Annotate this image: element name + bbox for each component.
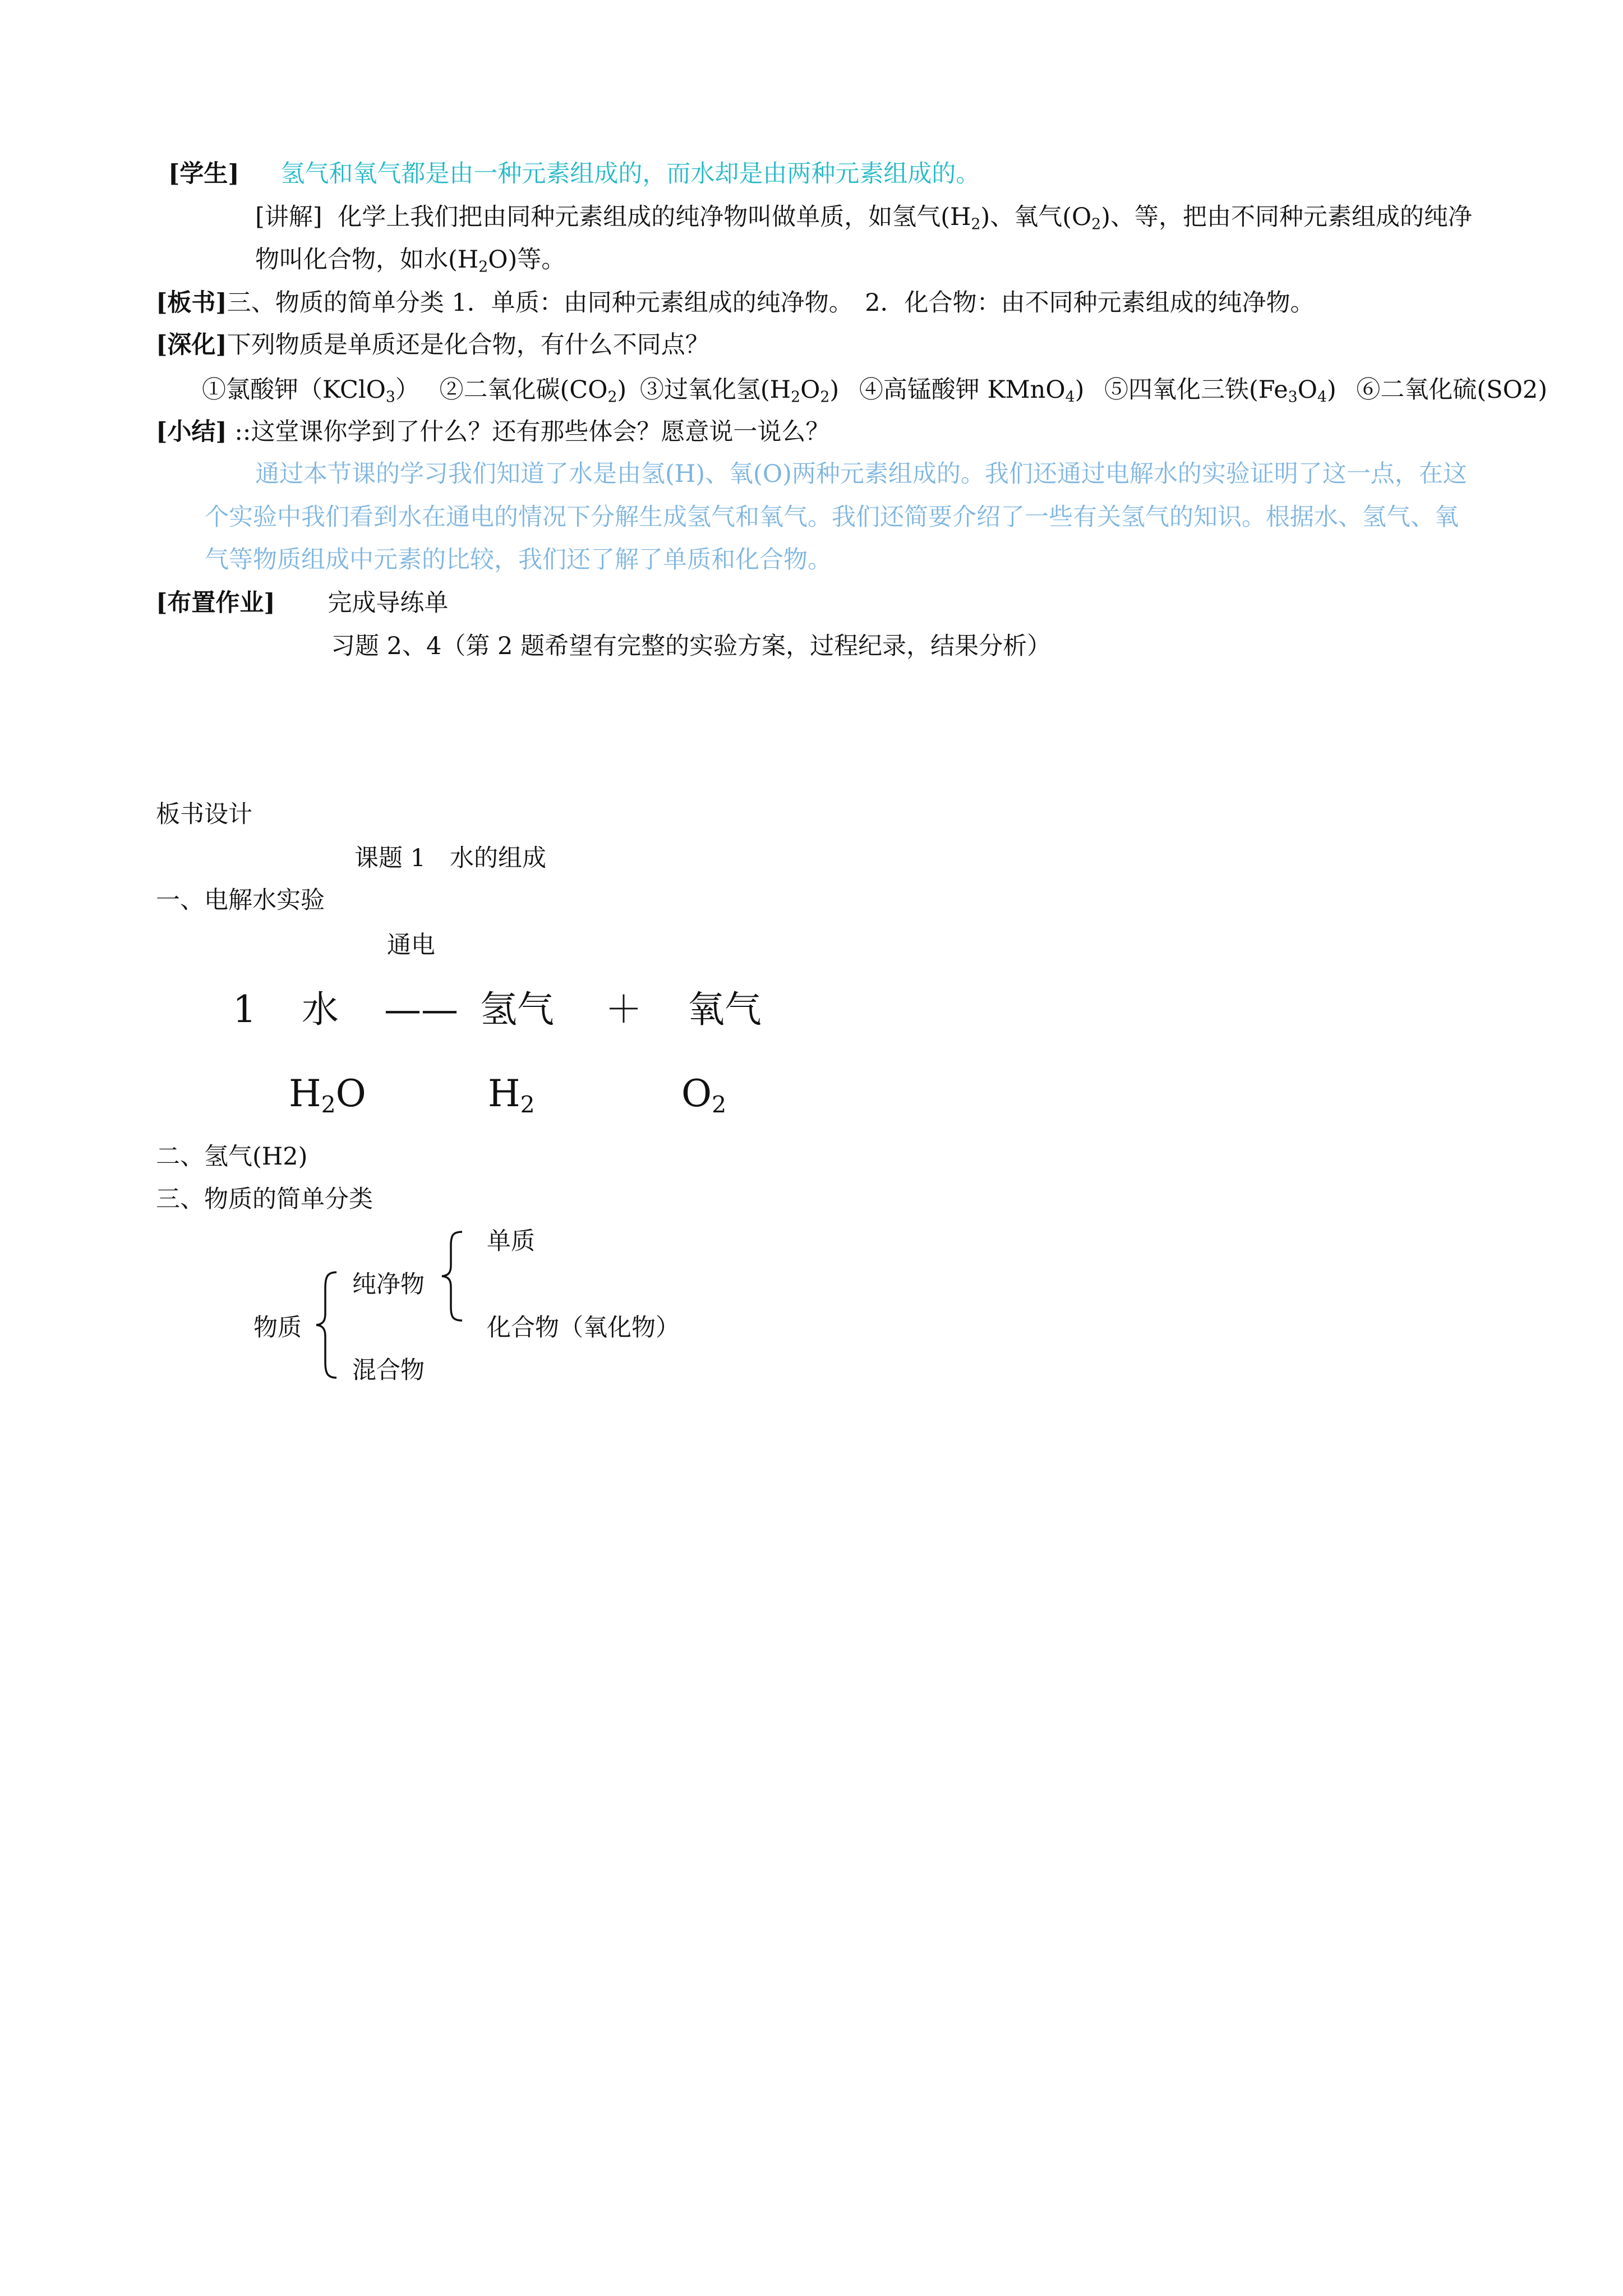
board-design-title: 课题 1 水的组成 <box>354 844 547 872</box>
summary-question: ::这堂课你学到了什么？还有那些体会？愿意说一说么？ <box>234 418 830 446</box>
item-co2: ②二氧化碳$(CO_2)$ <box>439 376 627 406</box>
summary-tag: [小结] <box>156 418 227 446</box>
deepen-line <box>156 328 709 362</box>
tree-element: 单质 <box>487 1227 535 1255</box>
lecture-text-1a: 化学上我们把由同种元素组成的纯净物叫做单质，如氢气(H <box>338 203 971 231</box>
formula-water: $H_2O$ <box>289 1072 366 1119</box>
formula-oxygen: $O_2$ <box>681 1072 727 1119</box>
board-line <box>156 286 1315 320</box>
summary-para-3: 气等物质组成中元素的比较，我们还了解了单质和化合物。 <box>205 546 832 574</box>
lecture-sub-3: 2 <box>478 258 488 276</box>
brace-matter <box>312 1269 345 1381</box>
deepen-tag: [深化] <box>156 331 227 359</box>
item-so2: ⑥二氧化硫(SO2) <box>1356 376 1548 404</box>
tree-mixture: 混合物 <box>352 1356 425 1384</box>
lecture-text-1c: )、等，把由不同种元素组成的纯净 <box>1101 203 1473 231</box>
lecture-text-2a: 物叫化合物，如水(H <box>255 246 479 274</box>
eq-oxygen: 氧气 <box>687 988 762 1031</box>
lecture-line-1 <box>255 200 1472 234</box>
lecture-tag: [讲解] <box>255 203 322 231</box>
section-electrolysis: 一、电解水实验 <box>156 886 325 914</box>
summary-para-2: 个实验中我们看到水在通电的情况下分解生成氢气和氧气。我们还简要介绍了一些有关氢气的知识。根据水、氢气、氧 <box>205 503 1459 531</box>
reaction-equation <box>233 984 762 1035</box>
board-text: 三、物质的简单分类 1．单质：由同种元素组成的纯净物。 2．化合物：由不同种元素组成的纯净物。 <box>227 289 1315 317</box>
summary-line <box>156 415 829 449</box>
deepen-text: 下列物质是单质还是化合物，有什么不同点？ <box>227 331 709 359</box>
eq-number: 1 <box>233 988 256 1031</box>
student-tag: [学生] <box>168 160 239 188</box>
eq-hydrogen: 氢气 <box>479 988 554 1031</box>
tree-matter: 物质 <box>253 1314 302 1342</box>
tree-pure: 纯净物 <box>352 1271 425 1299</box>
lecture-text-1b: )、氧气(O <box>980 203 1092 231</box>
item-kclo3: ①氯酸钾（KClO$_3$） <box>202 376 419 406</box>
lecture-line-2 <box>255 243 565 277</box>
lecture-sub-2: 2 <box>1091 215 1101 233</box>
section-classification: 三、物质的简单分类 <box>156 1185 373 1213</box>
section-hydrogen: 二、氢气(H2) <box>156 1143 308 1171</box>
homework-line-1: 完成导练单 <box>328 589 449 617</box>
item-fe3o4: ⑤四氧化三铁$(Fe_3O_4)$ <box>1104 376 1336 406</box>
lecture-text-2b: O)等。 <box>488 246 566 274</box>
student-text: 氢气和氧气都是由一种元素组成的，而水却是由两种元素组成的。 <box>280 160 980 188</box>
board-design-heading: 板书设计 <box>156 800 252 829</box>
item-kmno4: ④高锰酸钾 KMnO$_4$) <box>859 376 1085 406</box>
deepen-items <box>202 373 1547 407</box>
formula-hydrogen: $H_2$ <box>488 1072 535 1119</box>
eq-plus: ＋ <box>605 988 642 1031</box>
brace-pure <box>437 1228 471 1324</box>
tree-compound: 化合物（氧化物） <box>487 1314 680 1342</box>
homework-line-2: 习题 2、4（第 2 题希望有完整的实验方案，过程纪录，结果分析） <box>331 632 1052 660</box>
condition-label: 通电 <box>387 931 435 959</box>
homework-tag: [布置作业] <box>156 589 275 617</box>
item-h2o2: ③过氧化氢$(H_2O_2)$ <box>639 376 840 406</box>
lecture-sub-1: 2 <box>971 215 981 233</box>
eq-arrow: —— <box>384 988 458 1031</box>
eq-water: 水 <box>301 988 339 1031</box>
homework-line <box>156 586 448 620</box>
student-line <box>168 157 980 191</box>
board-tag: [板书] <box>156 289 227 317</box>
summary-para-1: 通过本节课的学习我们知道了水是由氢(H)、氧(O)两种元素组成的。我们还通过电解水的实验证明了这一点，在这 <box>255 460 1467 488</box>
